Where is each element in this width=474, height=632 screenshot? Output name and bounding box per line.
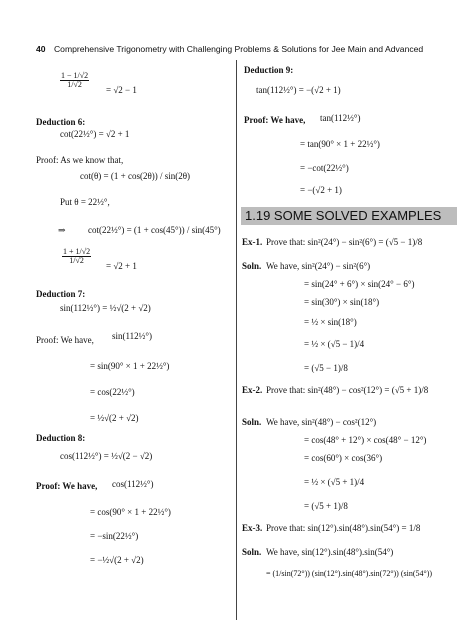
solution-1-step-4: = ½ × (√5 − 1)/4 — [304, 339, 365, 349]
solution-2-step-2: = cos(60°) × cos(36°) — [304, 453, 383, 463]
deduction-7-equation: sin(112½°) = ½√(2 + √2) — [60, 303, 151, 313]
deduction-9-title: Deduction 9: — [244, 65, 294, 75]
example-2-statement: Prove that: sin²(48°) − cos²(12°) = (√5 + 1)/8 — [266, 385, 429, 395]
deduction-9-step-2: = −cot(22½°) — [300, 163, 349, 173]
deduction-7-step-2: = cos(22½°) — [90, 387, 135, 397]
section-heading: 1.19 SOME SOLVED EXAMPLES — [241, 207, 457, 225]
solution-3-step-0: We have, sin(12°).sin(48°).sin(54°) — [266, 547, 394, 557]
fraction-expression: $\frac{1 - 1/√2}{1/√2}$ — [61, 71, 89, 89]
deduction-8-title: Deduction 8: — [36, 433, 86, 443]
proof-label: Proof: We have, — [36, 335, 94, 345]
proof-label: Proof: We have, — [244, 115, 306, 125]
deduction-9-step-1: = tan(90° × 1 + 22½°) — [300, 139, 380, 149]
deduction-6-equation: cot(22½°) = √2 + 1 — [60, 129, 130, 139]
result-line: = √2 − 1 — [106, 85, 137, 95]
deduction-7-title: Deduction 7: — [36, 289, 86, 299]
deduction-6-title: Deduction 6: — [36, 117, 86, 127]
deduction-8-equation: cos(112½°) = ½√(2 − √2) — [60, 451, 153, 461]
solution-label: Soln. — [242, 547, 262, 557]
solution-1-step-5: = (√5 − 1)/8 — [304, 363, 348, 373]
deduction-8-step-0: cos(112½°) — [112, 479, 154, 489]
solution-1-step-1: = sin(24° + 6°) × sin(24° − 6°) — [304, 279, 415, 289]
example-3-statement: Prove that: sin(12°).sin(48°).sin(54°) = 1/8 — [266, 523, 421, 533]
page-number: 40 — [36, 44, 46, 54]
deduction-7-step-3: = ½√(2 + √2) — [90, 413, 139, 423]
cot-substituted: cot(22½°) = (1 + cos(45°)) / sin(45°) — [88, 225, 221, 235]
example-2-label: Ex-2. — [242, 385, 263, 395]
example-1-statement: Prove that: sin²(24°) − sin²(6°) = (√5 − 1)/8 — [266, 237, 423, 247]
solution-2-step-1: = cos(48° + 12°) × cos(48° − 12°) — [304, 435, 427, 445]
fraction-expression: $\frac{1 + 1/√2}{1/√2}$ — [63, 247, 91, 265]
solution-label: Soln. — [242, 417, 262, 427]
solution-label: Soln. — [242, 261, 262, 271]
deduction-9-step-0: tan(112½°) — [320, 113, 361, 123]
deduction-6-result: = √2 + 1 — [106, 261, 137, 271]
solution-3-step-1: = (1/sin(72°)) (sin(12°).sin(48°).sin(72°)) (sin(54°)) — [266, 569, 433, 578]
implies-symbol: ⇒ — [58, 225, 66, 235]
deduction-7-step-0: sin(112½°) — [112, 331, 153, 341]
solution-2-step-0: We have, sin²(48°) − cos²(12°) — [266, 417, 377, 427]
book-title: Comprehensive Trigonometry with Challenging Problems & Solutions for Jee Main and Advanced — [53, 44, 424, 54]
deduction-8-step-3: = −½√(2 + √2) — [90, 555, 144, 565]
deduction-8-step-2: = −sin(22½°) — [90, 531, 139, 541]
deduction-7-step-1: = sin(90° × 1 + 22½°) — [90, 361, 170, 371]
example-3-label: Ex-3. — [242, 523, 263, 533]
solution-1-step-2: = sin(30°) × sin(18°) — [304, 297, 380, 307]
solution-2-step-3: = ½ × (√5 + 1)/4 — [304, 477, 365, 487]
solution-1-step-0: We have, sin²(24°) − sin²(6°) — [266, 261, 371, 271]
solution-1-step-3: = ½ × sin(18°) — [304, 317, 357, 327]
cot-identity: cot(θ) = (1 + cos(2θ)) / sin(2θ) — [80, 171, 191, 181]
proof-label: Proof: We have, — [36, 481, 98, 491]
proof-intro: Proof: As we know that, — [36, 155, 124, 165]
solution-2-step-4: = (√5 + 1)/8 — [304, 501, 348, 511]
deduction-9-step-3: = −(√2 + 1) — [300, 185, 342, 195]
substitution: Put θ = 22½°, — [60, 197, 110, 207]
deduction-9-equation: tan(112½°) = −(√2 + 1) — [256, 85, 341, 95]
deduction-8-step-1: = cos(90° × 1 + 22½°) — [90, 507, 171, 517]
example-1-label: Ex-1. — [242, 237, 263, 247]
